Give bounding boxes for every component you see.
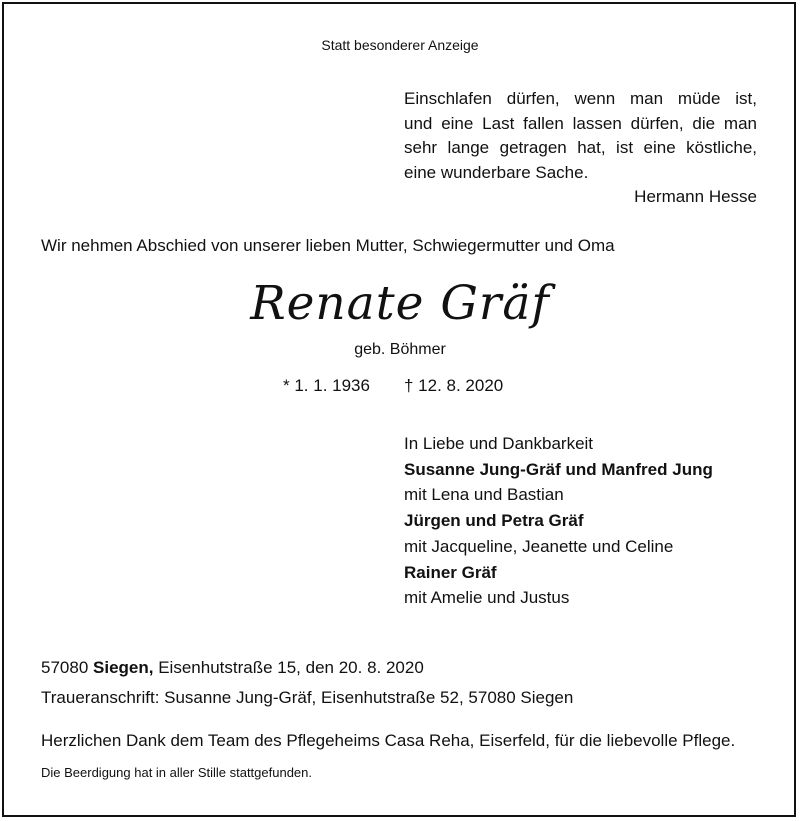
notice-header: Statt besonderer Anzeige <box>321 37 479 53</box>
quote-line: und eine Last fallen lassen dürfen, die man <box>404 113 757 133</box>
street-and-date: Eisenhutstraße 15, den 20. 8. 2020 <box>158 658 424 677</box>
mourner-names: Rainer Gräf <box>404 562 497 582</box>
poem-quote <box>404 87 757 210</box>
funeral-note: Die Beerdigung hat in aller Stille stattgefunden. <box>41 765 313 780</box>
quote-author: Hermann Hesse <box>634 187 757 206</box>
maiden-name: geb. Böhmer <box>354 341 446 358</box>
birth-date: * 1. 1. 1936 <box>283 376 370 395</box>
death-date: † 12. 8. 2020 <box>404 376 504 395</box>
quote-line: sehr lange getragen hat, ist eine köstliche, <box>404 138 757 157</box>
mourner-children: mit Lena und Bastian <box>404 485 564 505</box>
farewell-intro: Wir nehmen Abschied von unserer lieben Mutter, Schwiegermutter und Oma <box>41 236 615 255</box>
mourner-names: Jürgen und Petra Gräf <box>404 511 584 531</box>
place-and-date <box>41 658 424 678</box>
mourning-address: Traueranschrift: Susanne Jung-Gräf, Eisenhutstraße 52, 57080 Siegen <box>41 688 574 707</box>
deceased-name: Renate Gräf <box>250 276 550 331</box>
mourners-list <box>404 431 713 611</box>
mourners-heading: In Liebe und Dankbarkeit <box>404 434 594 453</box>
mourner-names: Susanne Jung-Gräf und Manfred Jung <box>404 459 713 479</box>
city: Siegen, <box>93 658 154 677</box>
postcode: 57080 <box>41 658 89 677</box>
quote-line: Einschlafen dürfen, wenn man müde ist, <box>404 89 757 108</box>
quote-line: eine wunderbare Sache. <box>404 162 589 182</box>
mourner-children: mit Jacqueline, Jeanette und Celine <box>404 536 674 556</box>
thanks-note: Herzlichen Dank dem Team des Pflegeheims Casa Reha, Eiserfeld, für die liebevolle Pflege. <box>41 731 736 750</box>
mourner-children: mit Amelie und Justus <box>404 588 570 608</box>
